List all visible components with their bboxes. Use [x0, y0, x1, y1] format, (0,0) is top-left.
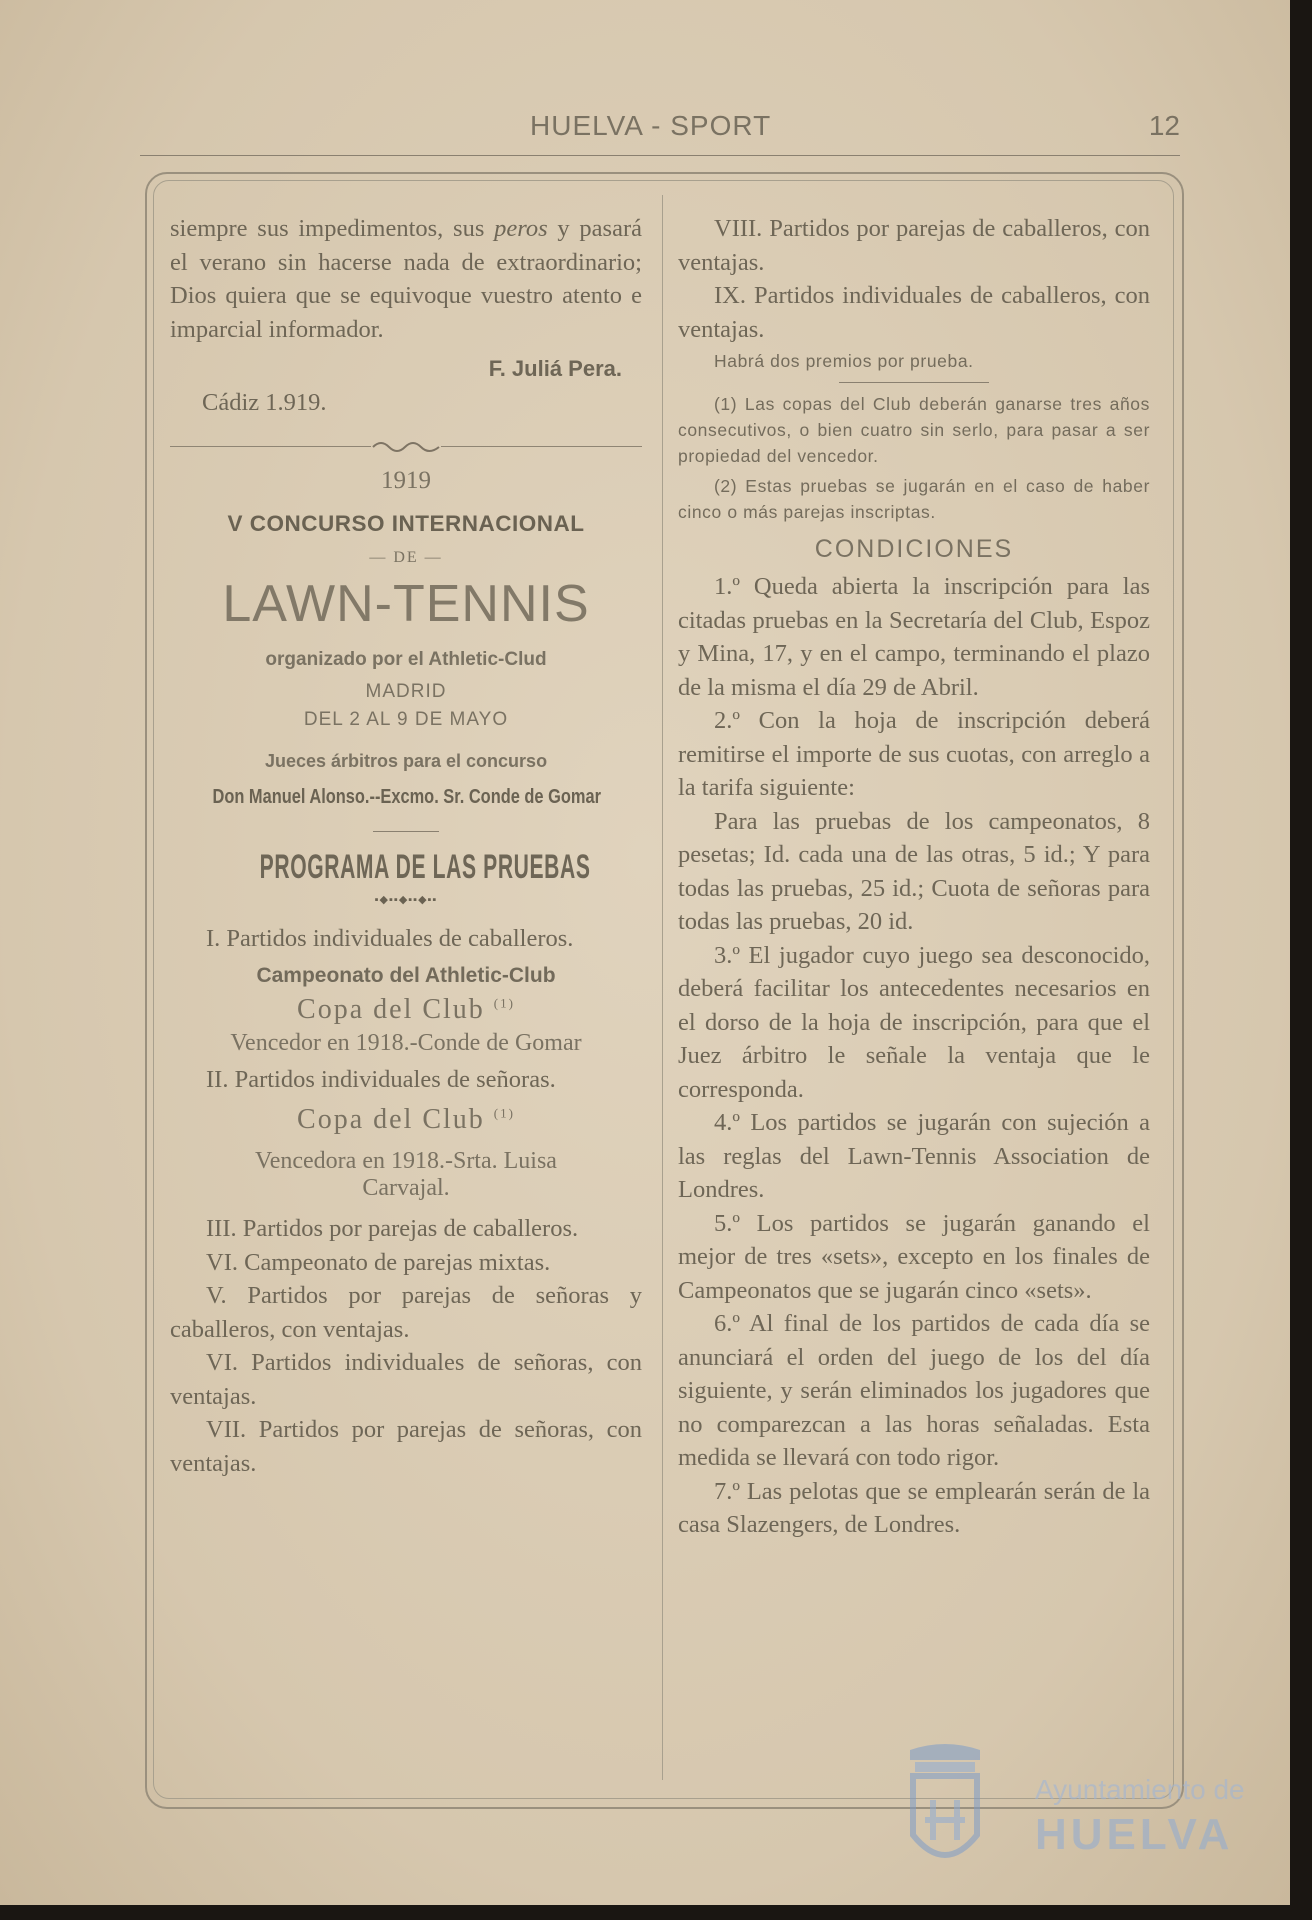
cup-2-note: (1) — [493, 1105, 515, 1121]
event-6: VI. Partidos individuales de señoras, con ventajas. — [170, 1349, 642, 1410]
cup-1 — [170, 994, 642, 1026]
sport-title: LAWN-TENNIS — [222, 575, 590, 633]
condition-1: 1.º Queda abierta la inscripción para las citadas pruebas en la Secretaría del Club, Espoz y Mina, 17, y en el campo, terminando el plazo de la misma el día 29 de Abril. — [678, 573, 1150, 701]
right-column — [678, 212, 1150, 1542]
intro-italic: peros — [494, 215, 548, 242]
cup-1-name: Copa del Club — [297, 993, 485, 1025]
judges-names: Don Manuel Alonso.--Excmo. Sr. Conde de Gomar — [212, 786, 601, 808]
de-line: — DE — — [369, 549, 443, 566]
page-header — [140, 110, 1180, 156]
crest-icon — [895, 1740, 995, 1880]
condition-6: 6.º Al final de los partidos de cada día se anunciará el orden del juego de los del día siguiente, y serán eliminados los jugadores que no comparezcan a las horas señaladas. Esta medida se llevará con todo rigor. — [678, 1310, 1150, 1471]
event-1: I. Partidos individuales de caballeros. — [206, 925, 574, 952]
swirl-divider — [170, 439, 642, 453]
short-rule — [373, 831, 439, 832]
signature: F. Juliá Pera. — [488, 356, 622, 381]
judges-label: Jueces árbitros para el concurso — [264, 751, 548, 771]
program-title: PROGRAMA DE LAS PRUEBAS — [259, 848, 591, 886]
championship: Campeonato del Athletic-Club — [256, 963, 556, 987]
page-number: 12 — [1148, 110, 1180, 141]
header-rule — [140, 155, 1180, 156]
winner-2-line-2: Carvajal. — [362, 1175, 450, 1201]
condition-5: 5.º Los partidos se jugarán ganando el mejor de tres «sets», excepto en los finales de Campeonatos que se jugarán cinco «sets». — [678, 1209, 1150, 1304]
dates: DEL 2 AL 9 DE MAYO — [303, 709, 509, 730]
conditions-title: CONDICIONES — [814, 535, 1014, 563]
event-7: VII. Partidos por parejas de señoras, con ventajas. — [170, 1416, 642, 1477]
watermark-line-2: HUELVA — [1035, 1810, 1234, 1859]
condition-7: 7.º Las pelotas que se emplearán serán de la casa Slazengers, de Londres. — [678, 1477, 1150, 1538]
program-ornament: ▪◆▪▪◆▪▪◆▪▪ — [374, 894, 438, 906]
place-date: Cádiz 1.919. — [202, 388, 327, 416]
event-9: IX. Partidos individuales de caballeros, con ventajas. — [678, 282, 1150, 343]
organizer: organizado por el Athletic-Clud — [265, 649, 547, 670]
city: MADRID — [365, 681, 447, 702]
swirl-ornament — [371, 439, 441, 453]
winner-2-line-1: Vencedora en 1918.-Srta. Luisa — [255, 1148, 557, 1174]
condition-3: 3.º El jugador cuyo juego sea desconocido, deberá facilitar los antecedentes necesarios en el dorso de la hoja de inscripción, para que el Juez árbitro le señale la ventaja que le corresponda. — [678, 941, 1150, 1103]
notes-rule — [839, 382, 989, 383]
footnote-2: (2) Estas pruebas se jugarán en el caso de haber cinco o más parejas inscriptas. — [678, 476, 1150, 522]
cup-2-name: Copa del Club — [297, 1104, 485, 1135]
condition-4: 4.º Los partidos se jugarán con sujeción a las reglas del Lawn-Tennis Association de Londres. — [678, 1109, 1150, 1203]
event-2: II. Partidos individuales de señoras. — [206, 1065, 556, 1093]
prizes-note: Habrá dos premios por prueba. — [714, 351, 974, 371]
intro-text: siempre sus impedimentos, sus — [170, 215, 495, 242]
divider-line — [170, 446, 371, 447]
magazine-title: HUELVA - SPORT — [530, 110, 772, 141]
event-4: VI. Campeonato de parejas mixtas. — [206, 1248, 551, 1276]
intro-paragraph — [170, 212, 642, 346]
event-5: V. Partidos por parejas de señoras y caballeros, con ventajas. — [170, 1282, 642, 1343]
watermark-line-1: Ayuntamiento de — [1035, 1774, 1245, 1805]
winner-1: Vencedor en 1918.-Conde de Gomar — [230, 1029, 582, 1056]
divider-line — [441, 446, 642, 447]
condition-2: 2.º Con la hoja de inscripción deberá remitirse el importe de sus cuotas, con arreglo a la tarifa siguiente: — [678, 707, 1150, 801]
event-3: III. Partidos por parejas de caballeros. — [206, 1215, 579, 1242]
condition-2-rates: Para las pruebas de los campeonatos, 8 pesetas; Id. cada una de las otras, 5 id.; Y para todas las pruebas, 25 id.; Cuota de señoras para todas las pruebas, 20 id. — [678, 807, 1150, 935]
contest-title: V CONCURSO INTERNACIONAL — [227, 511, 585, 536]
cup-1-note: (1) — [493, 995, 515, 1011]
intro-text-end: y pasará el verano sin hacerse nada de extraordinario; Dios quiera que se equivoque vuestro atento e imparcial informador. — [170, 215, 642, 343]
watermark — [895, 1740, 1275, 1890]
event-8: VIII. Partidos por parejas de caballeros, con ventajas. — [678, 215, 1150, 276]
column-divider — [662, 195, 663, 1780]
footnote-1: (1) Las copas del Club deberán ganarse tres años consecutivos, o bien cuatro sin serlo, para pasar a ser propiedad del vencedor. — [678, 394, 1150, 466]
cup-2 — [170, 1104, 642, 1136]
left-column — [170, 212, 642, 1480]
year: 1919 — [381, 467, 431, 494]
